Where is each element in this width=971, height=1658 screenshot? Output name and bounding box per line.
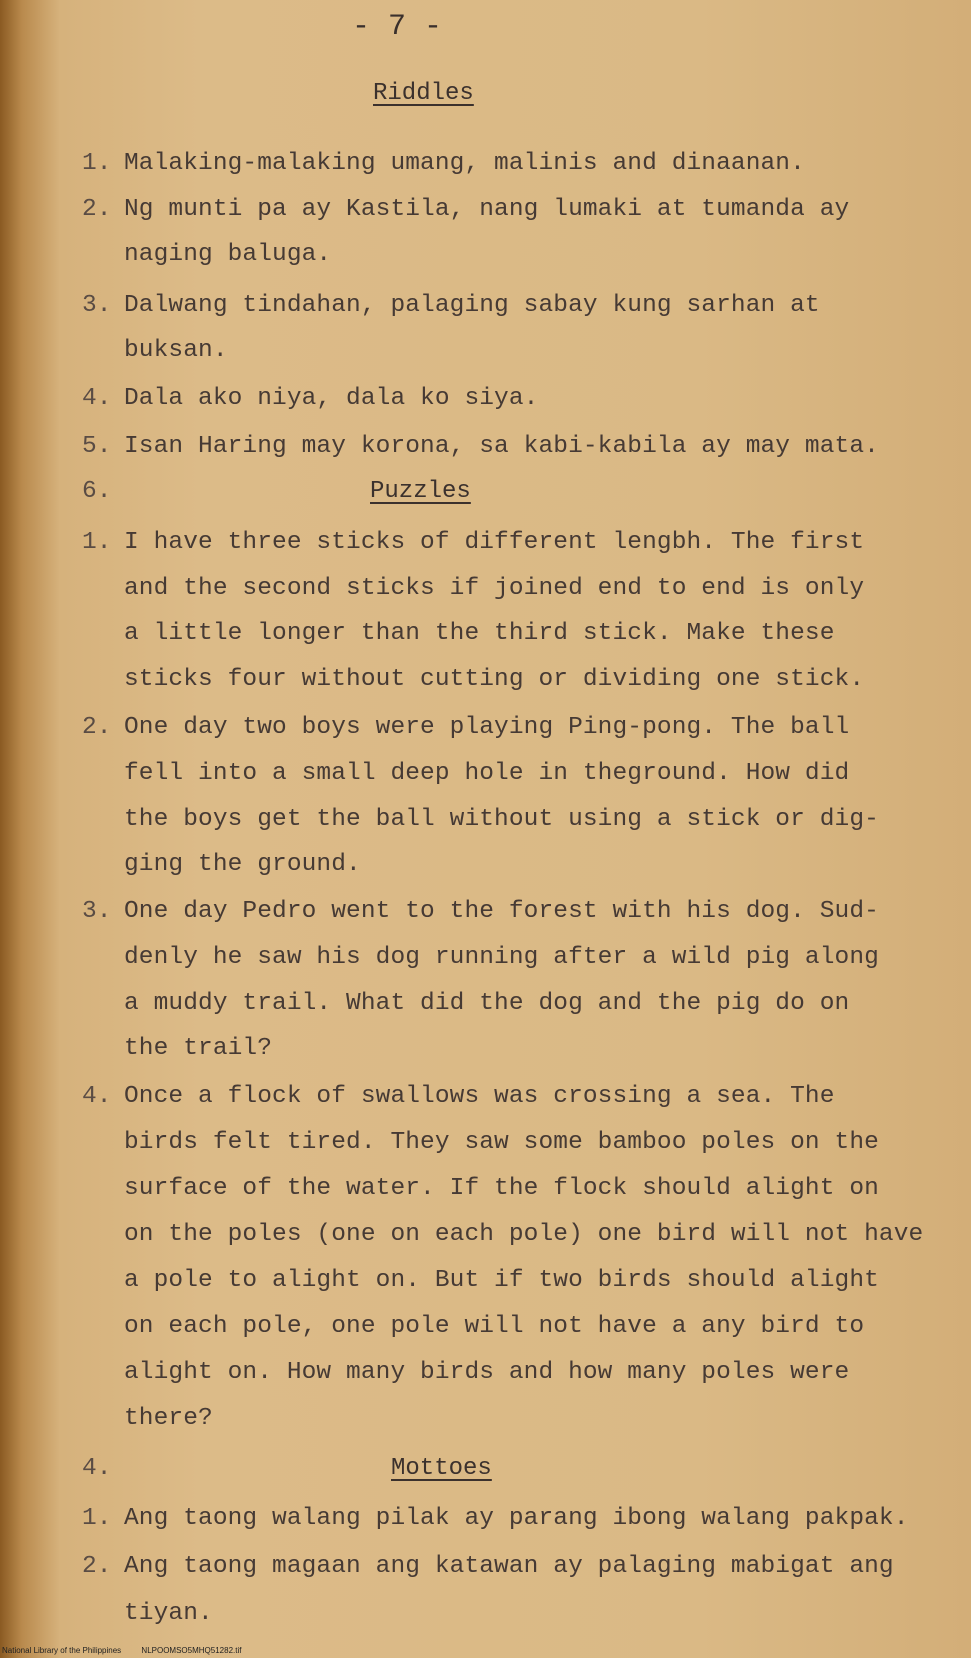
puzzle-2-line-2: fell into a small deep hole in theground. How did [124,760,850,787]
riddle-3-line-2: buksan. [124,337,228,364]
puzzle-2-line-1: One day two boys were playing Ping-pong. The ball [124,714,850,741]
puzzle-4-line-2: birds felt tired. They saw some bamboo poles on the [124,1129,879,1156]
motto-1-line-1: Ang taong walang pilak ay parang ibong walang pakpak. [124,1505,909,1532]
puzzle-4-line-7: alight on. How many birds and how many poles were [124,1359,850,1386]
page-number: - 7 - [352,10,443,44]
puzzle-2-line-3: the boys get the ball without using a stick or dig- [124,806,879,833]
puzzle-1-line-3: a little longer than the third stick. Make these [124,620,835,647]
riddle-3-number: 3. [82,292,112,319]
riddle-5-number: 5. [82,433,112,460]
puzzle-4-number: 4. [82,1083,112,1110]
riddles-heading: Riddles [373,80,474,107]
puzzle-1-line-4: sticks four without cutting or dividing one stick. [124,666,865,693]
puzzle-4-line-8: there? [124,1405,213,1432]
riddle-1-line-1: Malaking-malaking umang, malinis and dinaanan. [124,150,805,177]
puzzle-4-line-3: surface of the water. If the flock should alight on [124,1175,879,1202]
footer-library: National Library of the Philippines [2,1646,122,1655]
puzzle-3-line-1: One day Pedro went to the forest with his dog. Sud- [124,898,879,925]
puzzle-4-line-5: a pole to alight on. But if two birds should alight [124,1267,879,1294]
mottoes-heading: Mottoes [391,1455,492,1482]
puzzle-2-line-4: ging the ground. [124,851,361,878]
puzzles-section-number: 6. [82,478,112,505]
puzzle-3-line-4: the trail? [124,1035,273,1062]
riddle-5-line-1: Isan Haring may korona, sa kabi-kabila ay may mata. [124,433,879,460]
scan-footer [2,1646,259,1655]
riddle-2-line-1: Ng munti pa ay Kastila, nang lumaki at tumanda ay [124,196,850,223]
mottoes-section-number: 4. [82,1455,112,1482]
puzzle-4-line-4: on the poles (one on each pole) one bird will not have [124,1221,924,1248]
riddle-2-line-2: naging baluga. [124,241,332,268]
footer-file-id: NLPOOMSO5MHQ51282.tif [141,1646,242,1655]
puzzles-heading: Puzzles [370,478,471,505]
puzzle-4-line-6: on each pole, one pole will not have a any bird to [124,1313,865,1340]
motto-2-line-2: tiyan. [124,1600,213,1627]
puzzle-1-line-1: I have three sticks of different lengbh. The first [124,529,865,556]
puzzle-3-number: 3. [82,898,112,925]
riddle-4-line-1: Dala ako niya, dala ko siya. [124,385,539,412]
motto-2-line-1: Ang taong magaan ang katawan ay palaging mabigat ang [124,1553,894,1580]
puzzle-1-line-2: and the second sticks if joined end to end is only [124,575,865,602]
puzzle-3-line-3: a muddy trail. What did the dog and the pig do on [124,990,850,1017]
puzzle-2-number: 2. [82,714,112,741]
riddle-1-number: 1. [82,150,112,177]
motto-2-number: 2. [82,1553,112,1580]
riddle-3-line-1: Dalwang tindahan, palaging sabay kung sarhan at [124,292,820,319]
puzzle-3-line-2: denly he saw his dog running after a wild pig along [124,944,879,971]
riddle-2-number: 2. [82,196,112,223]
riddle-4-number: 4. [82,385,112,412]
puzzle-4-line-1: Once a flock of swallows was crossing a sea. The [124,1083,835,1110]
motto-1-number: 1. [82,1505,112,1532]
puzzle-1-number: 1. [82,529,112,556]
